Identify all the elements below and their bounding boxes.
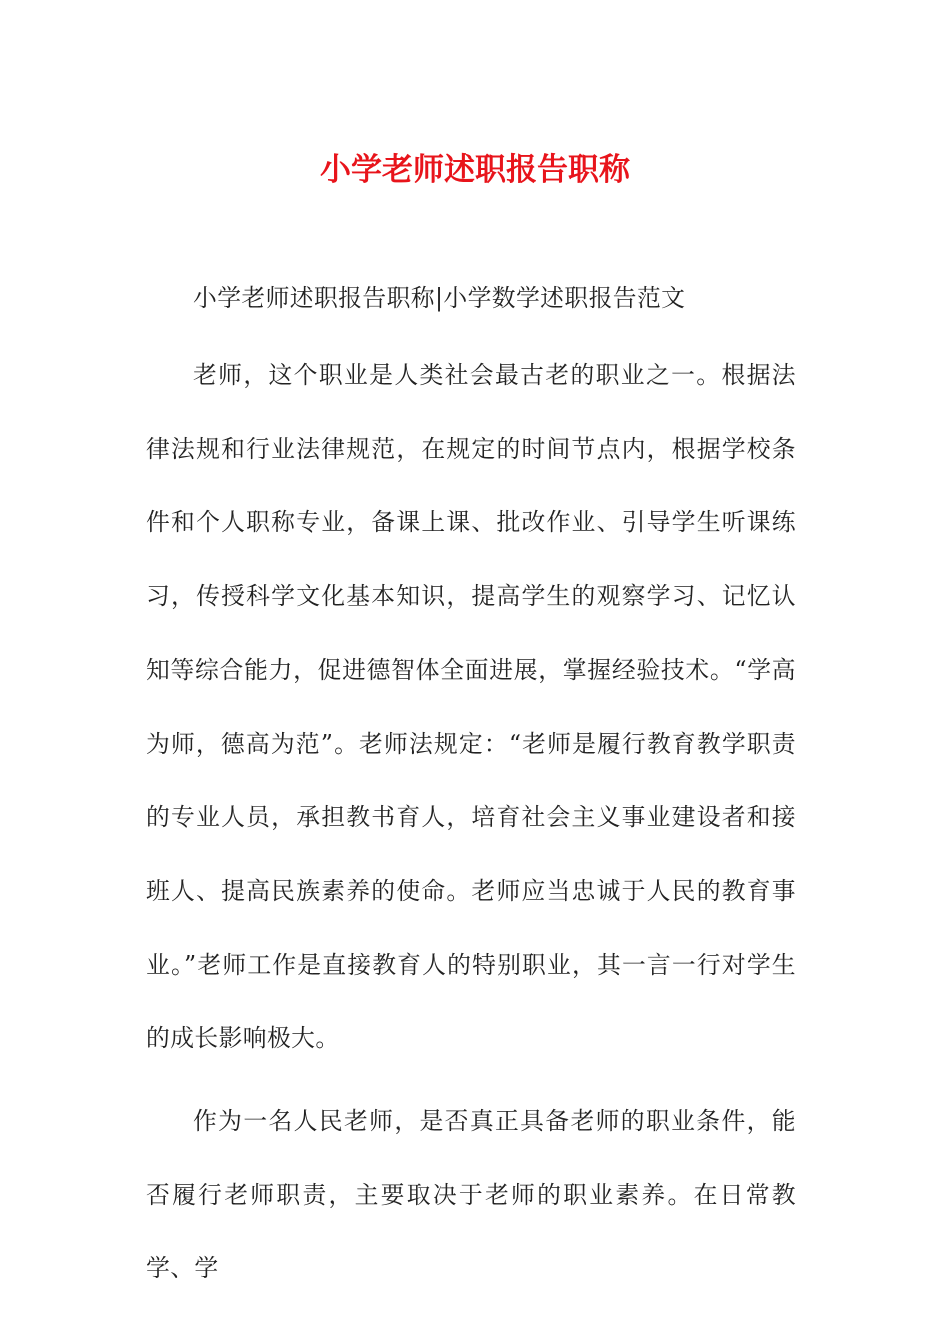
document-title: 小学老师述职报告职称 xyxy=(320,152,630,188)
body-paragraph-1: 老师，这个职业是人类社会最古老的职业之一。根据法律法规和行业法律规范，在规定的时间节点内，根据学校条件和个人职称专业，备课上课、批改作业、引导学生听课练习，传授科学文化基本知识，提高学生的观察学习、记忆认知等综合能力，促进德智体全面进展，掌握经验技术。“学高为师，德高为范”。老师法规定：“老师是履行教育教学职责的专业人员，承担教书育人，培育社会主义事业建设者和接班人、提高民族素养的使命。老师应当忠诚于人民的教育事业。”老师工作是直接教育人的特别职业，其一言一行对学生的成长影响极大。 xyxy=(146,361,796,1053)
document-subtitle: 小学老师述职报告职称|小学数学述职报告范文 xyxy=(193,284,686,312)
body-paragraph-2: 作为一名人民老师，是否真正具备老师的职业条件，能否履行老师职责，主要取决于老师的职业素养。在日常教学、学 xyxy=(146,1107,796,1283)
